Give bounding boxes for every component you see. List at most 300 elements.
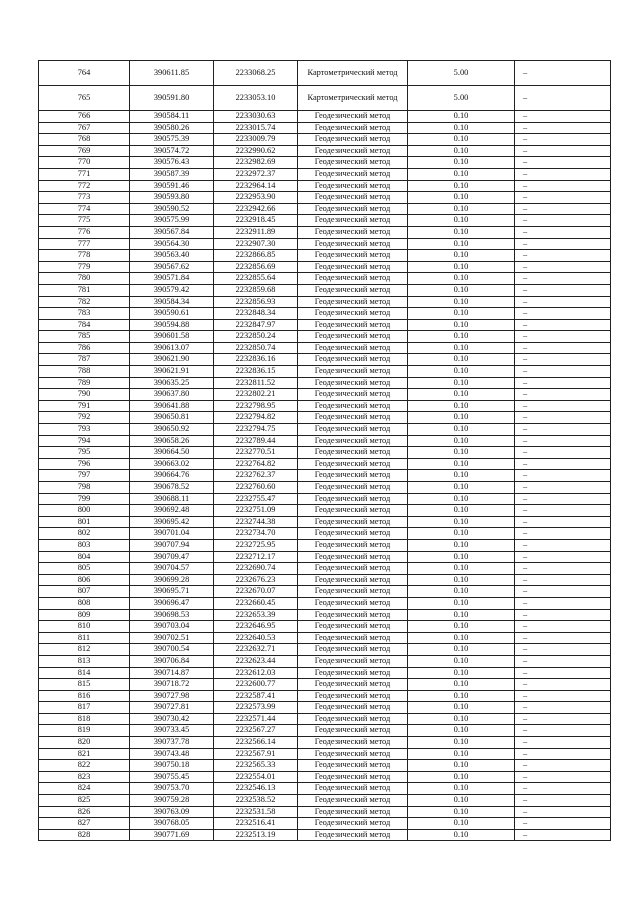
x-coordinate-cell: 390575.99 [130, 215, 214, 227]
point-number-cell: 792 [39, 412, 130, 424]
y-coordinate-cell: 2232755.47 [214, 493, 298, 505]
method-cell: Геодезический метод [298, 296, 408, 308]
point-number-cell: 802 [39, 528, 130, 540]
point-number-cell: 810 [39, 621, 130, 633]
y-coordinate-cell: 2232794.75 [214, 424, 298, 436]
description-cell: – [515, 713, 611, 725]
method-cell: Геодезический метод [298, 493, 408, 505]
description-cell: – [515, 516, 611, 528]
y-coordinate-cell: 2232770.51 [214, 447, 298, 459]
accuracy-cell: 0.10 [408, 354, 515, 366]
description-cell: – [515, 725, 611, 737]
table-row [39, 168, 611, 180]
table-row [39, 505, 611, 517]
accuracy-cell: 0.10 [408, 296, 515, 308]
description-cell: – [515, 771, 611, 783]
method-cell: Геодезический метод [298, 261, 408, 273]
point-number-cell: 817 [39, 702, 130, 714]
table-row [39, 145, 611, 157]
table-row [39, 400, 611, 412]
description-cell: – [515, 192, 611, 204]
point-number-cell: 764 [39, 61, 130, 86]
description-cell: – [515, 737, 611, 749]
accuracy-cell: 5.00 [408, 86, 515, 111]
coordinates-table [38, 60, 611, 841]
accuracy-cell: 0.10 [408, 319, 515, 331]
table-row [39, 574, 611, 586]
description-cell: – [515, 586, 611, 598]
method-cell: Геодезический метод [298, 122, 408, 134]
accuracy-cell: 0.10 [408, 203, 515, 215]
point-number-cell: 784 [39, 319, 130, 331]
table-row [39, 690, 611, 702]
method-cell: Геодезический метод [298, 737, 408, 749]
description-cell: – [515, 783, 611, 795]
method-cell: Геодезический метод [298, 366, 408, 378]
description-cell: – [515, 180, 611, 192]
x-coordinate-cell: 390688.11 [130, 493, 214, 505]
x-coordinate-cell: 390703.04 [130, 621, 214, 633]
method-cell: Геодезический метод [298, 226, 408, 238]
description-cell: – [515, 806, 611, 818]
point-number-cell: 780 [39, 273, 130, 285]
y-coordinate-cell: 2232847.97 [214, 319, 298, 331]
table-row [39, 377, 611, 389]
x-coordinate-cell: 390695.42 [130, 516, 214, 528]
x-coordinate-cell: 390718.72 [130, 679, 214, 691]
method-cell: Геодезический метод [298, 180, 408, 192]
accuracy-cell: 0.10 [408, 655, 515, 667]
accuracy-cell: 0.10 [408, 690, 515, 702]
description-cell: – [515, 818, 611, 830]
y-coordinate-cell: 2232850.74 [214, 342, 298, 354]
method-cell: Геодезический метод [298, 377, 408, 389]
accuracy-cell: 0.10 [408, 284, 515, 296]
description-cell: – [515, 458, 611, 470]
accuracy-cell: 0.10 [408, 505, 515, 517]
accuracy-cell: 0.10 [408, 586, 515, 598]
y-coordinate-cell: 2232942.66 [214, 203, 298, 215]
point-number-cell: 770 [39, 157, 130, 169]
point-number-cell: 778 [39, 250, 130, 262]
method-cell: Геодезический метод [298, 713, 408, 725]
point-number-cell: 775 [39, 215, 130, 227]
y-coordinate-cell: 2232802.21 [214, 389, 298, 401]
x-coordinate-cell: 390641.88 [130, 400, 214, 412]
point-number-cell: 825 [39, 795, 130, 807]
description-cell: – [515, 702, 611, 714]
table-row [39, 516, 611, 528]
x-coordinate-cell: 390692.48 [130, 505, 214, 517]
x-coordinate-cell: 390755.45 [130, 771, 214, 783]
y-coordinate-cell: 2232760.60 [214, 482, 298, 494]
table-row [39, 818, 611, 830]
description-cell: – [515, 644, 611, 656]
point-number-cell: 826 [39, 806, 130, 818]
y-coordinate-cell: 2232911.89 [214, 226, 298, 238]
y-coordinate-cell: 2232565.33 [214, 760, 298, 772]
accuracy-cell: 0.10 [408, 632, 515, 644]
accuracy-cell: 0.10 [408, 447, 515, 459]
method-cell: Геодезический метод [298, 215, 408, 227]
method-cell: Геодезический метод [298, 308, 408, 320]
x-coordinate-cell: 390575.39 [130, 134, 214, 146]
y-coordinate-cell: 2232546.13 [214, 783, 298, 795]
table-row [39, 319, 611, 331]
table-row [39, 609, 611, 621]
accuracy-cell: 0.10 [408, 168, 515, 180]
table-row [39, 563, 611, 575]
y-coordinate-cell: 2232660.45 [214, 597, 298, 609]
description-cell: – [515, 331, 611, 343]
point-number-cell: 823 [39, 771, 130, 783]
method-cell: Геодезический метод [298, 563, 408, 575]
y-coordinate-cell: 2232571.44 [214, 713, 298, 725]
method-cell: Геодезический метод [298, 319, 408, 331]
table-row [39, 679, 611, 691]
method-cell: Геодезический метод [298, 655, 408, 667]
method-cell: Геодезический метод [298, 157, 408, 169]
table-row [39, 284, 611, 296]
point-number-cell: 809 [39, 609, 130, 621]
accuracy-cell: 5.00 [408, 61, 515, 86]
point-number-cell: 816 [39, 690, 130, 702]
description-cell: – [515, 168, 611, 180]
x-coordinate-cell: 390663.02 [130, 458, 214, 470]
x-coordinate-cell: 390700.54 [130, 644, 214, 656]
method-cell: Геодезический метод [298, 412, 408, 424]
description-cell: – [515, 145, 611, 157]
method-cell: Геодезический метод [298, 145, 408, 157]
description-cell: – [515, 238, 611, 250]
method-cell: Геодезический метод [298, 806, 408, 818]
accuracy-cell: 0.10 [408, 783, 515, 795]
table-row [39, 621, 611, 633]
description-cell: – [515, 61, 611, 86]
x-coordinate-cell: 390696.47 [130, 597, 214, 609]
method-cell: Геодезический метод [298, 400, 408, 412]
description-cell: – [515, 389, 611, 401]
x-coordinate-cell: 390743.48 [130, 748, 214, 760]
x-coordinate-cell: 390706.84 [130, 655, 214, 667]
description-cell: – [515, 748, 611, 760]
table-row [39, 725, 611, 737]
x-coordinate-cell: 390699.28 [130, 574, 214, 586]
y-coordinate-cell: 2232918.45 [214, 215, 298, 227]
point-number-cell: 819 [39, 725, 130, 737]
point-number-cell: 768 [39, 134, 130, 146]
accuracy-cell: 0.10 [408, 261, 515, 273]
accuracy-cell: 0.10 [408, 342, 515, 354]
method-cell: Геодезический метод [298, 134, 408, 146]
method-cell: Геодезический метод [298, 447, 408, 459]
table-row [39, 551, 611, 563]
table-row [39, 586, 611, 598]
accuracy-cell: 0.10 [408, 111, 515, 123]
method-cell: Геодезический метод [298, 470, 408, 482]
y-coordinate-cell: 2232964.14 [214, 180, 298, 192]
accuracy-cell: 0.10 [408, 563, 515, 575]
method-cell: Геодезический метод [298, 771, 408, 783]
point-number-cell: 771 [39, 168, 130, 180]
description-cell: – [515, 505, 611, 517]
accuracy-cell: 0.10 [408, 424, 515, 436]
accuracy-cell: 0.10 [408, 122, 515, 134]
table-row [39, 412, 611, 424]
point-number-cell: 791 [39, 400, 130, 412]
accuracy-cell: 0.10 [408, 389, 515, 401]
x-coordinate-cell: 390658.26 [130, 435, 214, 447]
accuracy-cell: 0.10 [408, 597, 515, 609]
method-cell: Геодезический метод [298, 795, 408, 807]
point-number-cell: 804 [39, 551, 130, 563]
x-coordinate-cell: 390567.62 [130, 261, 214, 273]
accuracy-cell: 0.10 [408, 725, 515, 737]
x-coordinate-cell: 390584.11 [130, 111, 214, 123]
point-number-cell: 803 [39, 539, 130, 551]
x-coordinate-cell: 390621.90 [130, 354, 214, 366]
y-coordinate-cell: 2232789.44 [214, 435, 298, 447]
accuracy-cell: 0.10 [408, 400, 515, 412]
point-number-cell: 800 [39, 505, 130, 517]
table-row [39, 261, 611, 273]
y-coordinate-cell: 2232866.85 [214, 250, 298, 262]
accuracy-cell: 0.10 [408, 679, 515, 691]
description-cell: – [515, 111, 611, 123]
y-coordinate-cell: 2232982.69 [214, 157, 298, 169]
y-coordinate-cell: 2232600.77 [214, 679, 298, 691]
y-coordinate-cell: 2232646.95 [214, 621, 298, 633]
x-coordinate-cell: 390571.84 [130, 273, 214, 285]
y-coordinate-cell: 2232859.68 [214, 284, 298, 296]
y-coordinate-cell: 2232712.17 [214, 551, 298, 563]
table-row [39, 86, 611, 111]
table-row [39, 342, 611, 354]
table-row [39, 667, 611, 679]
point-number-cell: 774 [39, 203, 130, 215]
method-cell: Геодезический метод [298, 818, 408, 830]
description-cell: – [515, 632, 611, 644]
description-cell: – [515, 447, 611, 459]
description-cell: – [515, 308, 611, 320]
x-coordinate-cell: 390579.42 [130, 284, 214, 296]
description-cell: – [515, 551, 611, 563]
y-coordinate-cell: 2232554.01 [214, 771, 298, 783]
method-cell: Геодезический метод [298, 667, 408, 679]
method-cell: Геодезический метод [298, 760, 408, 772]
method-cell: Геодезический метод [298, 586, 408, 598]
method-cell: Геодезический метод [298, 574, 408, 586]
point-number-cell: 787 [39, 354, 130, 366]
description-cell: – [515, 760, 611, 772]
table-row [39, 458, 611, 470]
point-number-cell: 794 [39, 435, 130, 447]
method-cell: Геодезический метод [298, 424, 408, 436]
y-coordinate-cell: 2232798.95 [214, 400, 298, 412]
x-coordinate-cell: 390635.25 [130, 377, 214, 389]
y-coordinate-cell: 2232690.74 [214, 563, 298, 575]
x-coordinate-cell: 390730.42 [130, 713, 214, 725]
table-row [39, 226, 611, 238]
x-coordinate-cell: 390650.81 [130, 412, 214, 424]
accuracy-cell: 0.10 [408, 145, 515, 157]
table-row [39, 632, 611, 644]
point-number-cell: 795 [39, 447, 130, 459]
y-coordinate-cell: 2232567.27 [214, 725, 298, 737]
x-coordinate-cell: 390707.94 [130, 539, 214, 551]
x-coordinate-cell: 390580.26 [130, 122, 214, 134]
y-coordinate-cell: 2232587.41 [214, 690, 298, 702]
method-cell: Геодезический метод [298, 435, 408, 447]
description-cell: – [515, 215, 611, 227]
accuracy-cell: 0.10 [408, 806, 515, 818]
x-coordinate-cell: 390701.04 [130, 528, 214, 540]
x-coordinate-cell: 390695.71 [130, 586, 214, 598]
y-coordinate-cell: 2232850.24 [214, 331, 298, 343]
method-cell: Геодезический метод [298, 702, 408, 714]
point-number-cell: 776 [39, 226, 130, 238]
table-row [39, 192, 611, 204]
x-coordinate-cell: 390611.85 [130, 61, 214, 86]
method-cell: Геодезический метод [298, 551, 408, 563]
y-coordinate-cell: 2232725.95 [214, 539, 298, 551]
table-row [39, 250, 611, 262]
method-cell: Геодезический метод [298, 632, 408, 644]
y-coordinate-cell: 2232744.38 [214, 516, 298, 528]
description-cell: – [515, 435, 611, 447]
table-row [39, 597, 611, 609]
table-row [39, 737, 611, 749]
method-cell: Геодезический метод [298, 342, 408, 354]
table-row [39, 795, 611, 807]
x-coordinate-cell: 390587.39 [130, 168, 214, 180]
method-cell: Геодезический метод [298, 644, 408, 656]
description-cell: – [515, 261, 611, 273]
accuracy-cell: 0.10 [408, 574, 515, 586]
description-cell: – [515, 667, 611, 679]
y-coordinate-cell: 2232573.99 [214, 702, 298, 714]
point-number-cell: 785 [39, 331, 130, 343]
point-number-cell: 777 [39, 238, 130, 250]
y-coordinate-cell: 2232836.16 [214, 354, 298, 366]
method-cell: Геодезический метод [298, 528, 408, 540]
accuracy-cell: 0.10 [408, 760, 515, 772]
x-coordinate-cell: 390584.34 [130, 296, 214, 308]
accuracy-cell: 0.10 [408, 470, 515, 482]
point-number-cell: 820 [39, 737, 130, 749]
point-number-cell: 796 [39, 458, 130, 470]
accuracy-cell: 0.10 [408, 748, 515, 760]
x-coordinate-cell: 390591.80 [130, 86, 214, 111]
method-cell: Картометрический метод [298, 61, 408, 86]
x-coordinate-cell: 390737.78 [130, 737, 214, 749]
accuracy-cell: 0.10 [408, 493, 515, 505]
accuracy-cell: 0.10 [408, 539, 515, 551]
x-coordinate-cell: 390709.47 [130, 551, 214, 563]
description-cell: – [515, 493, 611, 505]
point-number-cell: 807 [39, 586, 130, 598]
description-cell: – [515, 482, 611, 494]
method-cell: Геодезический метод [298, 238, 408, 250]
description-cell: – [515, 122, 611, 134]
accuracy-cell: 0.10 [408, 829, 515, 841]
y-coordinate-cell: 2232567.91 [214, 748, 298, 760]
description-cell: – [515, 203, 611, 215]
description-cell: – [515, 86, 611, 111]
accuracy-cell: 0.10 [408, 818, 515, 830]
method-cell: Геодезический метод [298, 539, 408, 551]
point-number-cell: 779 [39, 261, 130, 273]
point-number-cell: 822 [39, 760, 130, 772]
y-coordinate-cell: 2232612.03 [214, 667, 298, 679]
method-cell: Геодезический метод [298, 273, 408, 285]
x-coordinate-cell: 390567.84 [130, 226, 214, 238]
table-row [39, 157, 611, 169]
table-row [39, 61, 611, 86]
point-number-cell: 801 [39, 516, 130, 528]
accuracy-cell: 0.10 [408, 377, 515, 389]
description-cell: – [515, 470, 611, 482]
method-cell: Геодезический метод [298, 284, 408, 296]
table-row [39, 806, 611, 818]
accuracy-cell: 0.10 [408, 157, 515, 169]
accuracy-cell: 0.10 [408, 702, 515, 714]
point-number-cell: 805 [39, 563, 130, 575]
table-row [39, 111, 611, 123]
accuracy-cell: 0.10 [408, 273, 515, 285]
x-coordinate-cell: 390576.43 [130, 157, 214, 169]
description-cell: – [515, 226, 611, 238]
y-coordinate-cell: 2233009.79 [214, 134, 298, 146]
y-coordinate-cell: 2233068.25 [214, 61, 298, 86]
point-number-cell: 781 [39, 284, 130, 296]
x-coordinate-cell: 390593.80 [130, 192, 214, 204]
x-coordinate-cell: 390704.57 [130, 563, 214, 575]
point-number-cell: 824 [39, 783, 130, 795]
x-coordinate-cell: 390753.70 [130, 783, 214, 795]
y-coordinate-cell: 2232856.93 [214, 296, 298, 308]
x-coordinate-cell: 390733.45 [130, 725, 214, 737]
table-row [39, 134, 611, 146]
point-number-cell: 806 [39, 574, 130, 586]
point-number-cell: 788 [39, 366, 130, 378]
x-coordinate-cell: 390650.92 [130, 424, 214, 436]
point-number-cell: 772 [39, 180, 130, 192]
x-coordinate-cell: 390664.76 [130, 470, 214, 482]
point-number-cell: 765 [39, 86, 130, 111]
document-page [38, 60, 610, 841]
point-number-cell: 782 [39, 296, 130, 308]
method-cell: Геодезический метод [298, 597, 408, 609]
x-coordinate-cell: 390714.87 [130, 667, 214, 679]
y-coordinate-cell: 2232623.44 [214, 655, 298, 667]
y-coordinate-cell: 2232676.23 [214, 574, 298, 586]
table-row [39, 296, 611, 308]
x-coordinate-cell: 390759.28 [130, 795, 214, 807]
point-number-cell: 783 [39, 308, 130, 320]
table-row [39, 702, 611, 714]
accuracy-cell: 0.10 [408, 516, 515, 528]
table-row [39, 308, 611, 320]
table-row [39, 273, 611, 285]
table-row [39, 482, 611, 494]
x-coordinate-cell: 390564.30 [130, 238, 214, 250]
description-cell: – [515, 563, 611, 575]
y-coordinate-cell: 2233015.74 [214, 122, 298, 134]
point-number-cell: 812 [39, 644, 130, 656]
method-cell: Геодезический метод [298, 389, 408, 401]
table-row [39, 435, 611, 447]
